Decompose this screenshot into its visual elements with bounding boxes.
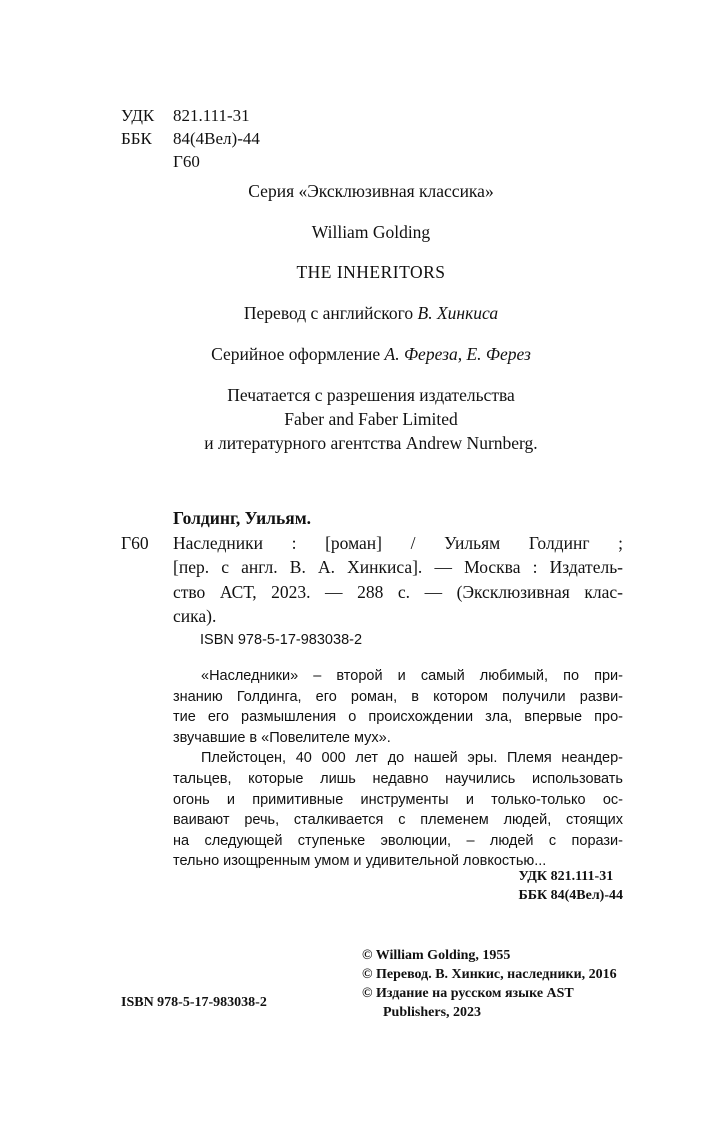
annotation-line: огонь и примитивные инструменты и только-только ос- (173, 791, 623, 808)
series-line: Серия «Эксклюзивная классика» (248, 181, 494, 201)
bbk-row (121, 127, 260, 150)
annotation (173, 666, 623, 872)
permission-line: Печатается с разрешения издательства (227, 385, 515, 405)
annotation-line: тальцев, которые лишь недавно научились использовать (173, 770, 623, 787)
udk-label: УДК (121, 106, 155, 125)
annotation-line: тие его размышления о происхождении зла, впервые про- (173, 709, 623, 726)
permission-line: Faber and Faber Limited (284, 409, 458, 429)
designer-names: А. Фереза, Е. Ферез (384, 344, 531, 364)
bottom-udk: УДК 821.111-31 (518, 869, 614, 884)
design-text: Серийное оформление (211, 344, 385, 364)
author-mark: Г60 (173, 152, 200, 171)
catalog-isbn: ISBN 978-5-17-983038-2 (200, 632, 363, 648)
bbk-value: 84(4Вел)-44 (173, 129, 260, 148)
udk-value: 821.111-31 (173, 106, 250, 125)
translator-name: В. Хинкиса (417, 303, 499, 323)
author-mark-row (121, 150, 260, 173)
catalog-line: ство АСТ, 2023. — 288 с. — (Эксклюзивная клас- (173, 581, 623, 602)
annotation-line: тельно изощренным умом и удивительной ловкостью... (173, 853, 547, 870)
bottom-isbn: ISBN 978-5-17-983038-2 (121, 995, 267, 1010)
permission-notice (121, 384, 621, 456)
copyright-line: © Перевод. В. Хинкис, наследники, 2016 (362, 967, 617, 982)
catalog-entry (121, 531, 623, 629)
catalog-line: Наследники : [роман] / Уильям Голдинг ; (173, 532, 623, 553)
annotation-line: ваивают речь, сталкивается с племенем людей, стоящих (173, 812, 623, 829)
annotation-line: звучавшие в «Повелителе мух». (173, 729, 391, 746)
copyright-line: Publishers, 2023 (383, 1005, 482, 1020)
design-credit (121, 343, 621, 366)
permission-line: и литературного агентства Andrew Nurnberg. (204, 433, 538, 453)
original-title: THE INHERITORS (296, 262, 446, 282)
annotation-line: «Наследники» – второй и самый любимый, по при- (201, 668, 623, 684)
classification-codes (121, 104, 260, 173)
annotation-line: на следующей ступеньке эволюции, – людей с порази- (173, 832, 623, 849)
annotation-line: знанию Голдинга, его роман, в котором получили разви- (173, 688, 623, 705)
catalog-mark: Г60 (121, 532, 149, 553)
bbk-label: ББК (121, 129, 152, 148)
catalog-record (121, 506, 623, 629)
translation-text: Перевод с английского (243, 303, 418, 323)
bottom-classification (518, 867, 623, 905)
catalog-line: [пер. с англ. В. А. Хинкиса]. — Москва : Издатель- (173, 557, 623, 577)
bottom-bbk: ББК 84(4Вел)-44 (518, 888, 623, 903)
catalog-line: сика). (173, 606, 217, 626)
copyright-block (362, 946, 617, 1022)
copyright-line: © Издание на русском языке AST (362, 986, 574, 1001)
copyright-line: © William Golding, 1955 (362, 948, 511, 963)
udk-row (121, 104, 260, 127)
translation-credit (121, 302, 621, 325)
annotation-line: Плейстоцен, 40 000 лет до нашей эры. Племя неандер- (201, 750, 623, 767)
original-author: William Golding (311, 222, 431, 242)
catalog-author: Голдинг, Уильям. (173, 508, 312, 528)
